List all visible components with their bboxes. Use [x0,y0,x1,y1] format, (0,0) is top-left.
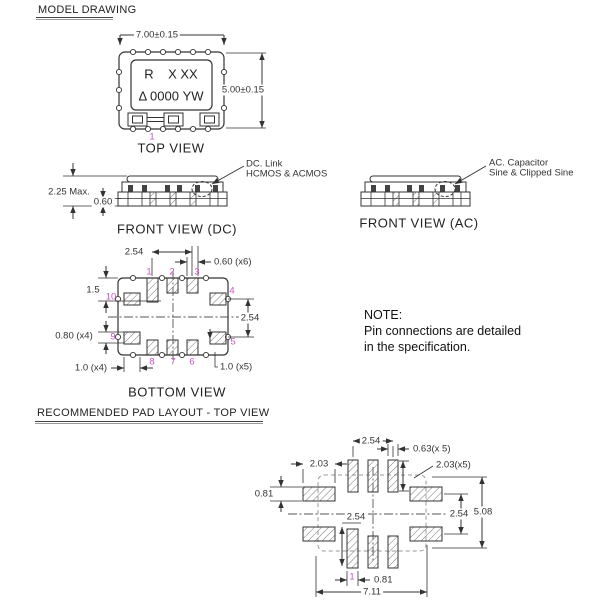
pad-layout-underline [35,421,263,422]
title-underline-2 [36,19,113,20]
front-ac-callout-line2: Sine & Clipped Sine [489,167,574,179]
pad-side-width-dim: 0.81 [254,488,274,500]
note-line2: Pin connections are detailed [364,324,522,338]
bottom-pin-6: 6 [189,356,195,368]
bottom-pin-10: 10 [105,291,117,303]
note-title: NOTE: [364,308,403,322]
bottom-view-caption: BOTTOM VIEW [128,384,226,400]
sheet-title: MODEL DRAWING [38,4,137,16]
pad-layout-title: RECOMMENDED PAD LAYOUT - TOP VIEW [37,407,270,419]
front-dc-height-dim: 2.25 Max. [48,186,90,198]
front-dc-callout-line1: DC. Link [246,158,283,170]
front-view-ac-drawing [361,166,486,206]
title-underline [36,17,113,18]
top-view-width-dim: 7.00±0.15 [135,29,179,41]
bottom-pad-length-dim: 1.0 (x5) [220,361,253,373]
pad-right-pitch-dim: 2.54 [449,508,469,520]
pad-overall-width-dim: 7.11 [363,586,381,598]
package-marking-line2: Δ 0000 YW [138,88,204,104]
front-dc-callout-line2: HCMOS & ACMOS [246,168,328,180]
bottom-pin-2: 2 [169,266,175,278]
bottom-side-pitch-dim: 2.54 [240,312,260,324]
front-dc-caption: FRONT VIEW (DC) [117,221,237,237]
bottom-top-pitch-dim: 2.54 [124,246,144,258]
bottom-pin-1: 1 [146,266,152,278]
bottom-pin-3: 3 [194,266,200,278]
package-marking-line1: R X XX [144,66,198,82]
pad-pin1-label: 1 [349,571,355,583]
top-view-pin1-label: 1 [149,131,155,143]
note-line3: in the specification. [364,340,471,354]
bottom-pin-8: 8 [149,356,155,368]
bottom-pin1-length-dim: 1.5 [86,284,100,296]
bottom-corner-height-dim: 0.80 (x4) [55,330,93,342]
pad-length-dim: 2.03(x5) [436,459,471,471]
bottom-pin-5: 5 [230,336,236,348]
front-ac-caption: FRONT VIEW (AC) [359,215,479,231]
pad-width-dim: 0.63(x 5) [413,443,451,455]
front-ac-callout-line1: AC. Capacitor [489,157,549,169]
bottom-pin-7: 7 [170,356,176,368]
pad-pin1-width-dim: 0.81 [374,574,393,586]
pad-top-left-length-dim: 2.03 [309,458,329,470]
pad-top-pitch-dim: 2.54 [361,435,381,447]
bottom-corner-width-dim: 1.0 (x4) [74,362,108,374]
pad-overall-height-dim: 5.08 [473,506,493,518]
front-dc-base-dim: 0.60 [93,196,113,208]
front-view-dc-drawing [63,163,244,219]
top-view-drawing [116,35,266,132]
pad-layout-underline-2 [35,423,263,424]
top-view-caption: TOP VIEW [137,140,205,156]
bottom-pin-4: 4 [229,285,235,297]
pad-pin1-length-dim: 2.54 [346,511,366,523]
bottom-pad-width-dim: 0.60 (x6) [214,256,252,268]
bottom-pin-9: 9 [110,331,116,343]
top-view-height-dim: 5.00±0.15 [221,84,265,96]
